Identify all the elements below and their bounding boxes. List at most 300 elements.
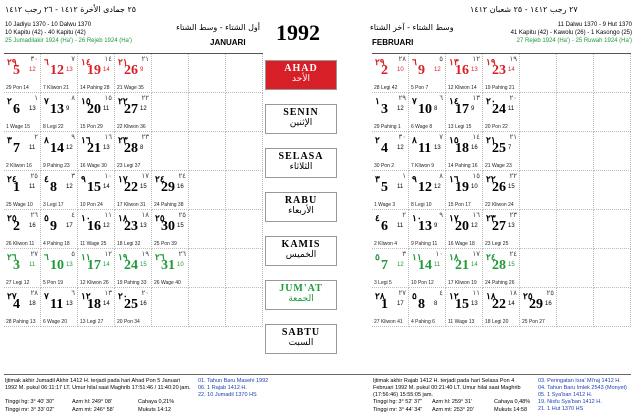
jan-tinggi2: Tinggi mr: 3° 33' 02": [5, 407, 55, 413]
arabic-day-number: ٢٨: [375, 291, 385, 301]
arabic-day-number: ٢١: [118, 57, 128, 67]
jan-day-cell: [189, 171, 226, 210]
jan-day-cell: [226, 54, 263, 93]
feb-day-cell: [409, 93, 446, 132]
feb-day-cell: [409, 171, 446, 210]
secondary-day-number: 11: [397, 223, 404, 229]
feb-day-cell: [594, 132, 631, 171]
hijri-day-number: ٢٦: [30, 212, 38, 219]
arabic-day-number: ٦: [44, 57, 49, 67]
pasaran-label: 20 Pon 22: [485, 124, 508, 130]
hijri-day-number: ٢٣: [141, 134, 149, 141]
pasaran-label: 8 Legi 22: [43, 124, 64, 130]
hijri-day-number: ٢٥: [30, 173, 38, 180]
feb-day-cell: [520, 210, 557, 249]
hijri-day-number: ١٨: [141, 212, 149, 219]
arabic-day-number: ١٨: [486, 291, 496, 301]
hijri-day-number: ٧: [71, 56, 75, 63]
secondary-day-number: 13: [66, 301, 73, 307]
secondary-day-number: 11: [29, 262, 36, 268]
gregorian-day-number: 27: [124, 102, 138, 117]
hijri-day-number: ٢٥: [546, 290, 554, 297]
arabic-day-number: ٤: [44, 174, 49, 184]
gregorian-day-number: 9: [418, 63, 425, 78]
gregorian-day-number: 22: [124, 180, 138, 195]
pasaran-label: 2 Kliwon 16: [6, 163, 32, 169]
hijri-day-number: ٢: [34, 134, 38, 141]
jan-day-cell: [78, 132, 115, 171]
gregorian-day-number: 18: [455, 141, 469, 156]
secondary-day-number: 14: [103, 301, 110, 307]
jan-day-cell: [152, 210, 189, 249]
feb-day-cell: [520, 93, 557, 132]
gregorian-day-number: 15: [455, 297, 469, 312]
feb-day-cell: [557, 132, 594, 171]
pasaran-label: 14 Pahing 16: [448, 163, 478, 169]
gregorian-day-number: 17: [455, 102, 469, 117]
jan-day-cell: [78, 93, 115, 132]
arabic-day-number: ٢٠: [486, 96, 496, 106]
feb-day-cell: [446, 132, 483, 171]
jan-day-cell: [152, 249, 189, 288]
pasaran-label: 15 Pon 17: [448, 202, 471, 208]
jan-day-cell: [189, 210, 226, 249]
hijri-day-number: ١٧: [141, 173, 149, 180]
arabic-day-number: ٧: [44, 291, 49, 301]
gregorian-day-number: 6: [381, 219, 388, 234]
hijri-day-number: ١٤: [472, 134, 480, 141]
secondary-day-number: 15: [508, 262, 515, 268]
gregorian-day-number: 19: [87, 63, 101, 78]
feb-day-cell: [372, 210, 409, 249]
weekday-latin: SELASA: [278, 151, 324, 162]
jan-day-cell: [226, 171, 263, 210]
feb-day-cell: [594, 288, 631, 327]
secondary-day-number: 11: [508, 106, 515, 112]
jan-jawa-line1: 10 Jadiyu 1370 - 10 Dalwu 1370: [5, 22, 92, 28]
hijri-day-number: ٢٧: [398, 290, 406, 297]
pasaran-label: 4 Pahing 6: [411, 319, 435, 325]
hijri-day-number: ٢٤: [178, 173, 186, 180]
pasaran-label: 7 Kliwon 9: [411, 163, 435, 169]
hijri-day-number: ١٧: [472, 251, 480, 258]
gregorian-day-number: 21: [455, 258, 469, 273]
arabic-day-number: ٢٥: [7, 213, 17, 223]
feb-day-cell: [557, 93, 594, 132]
jan-month-title: JANUARI: [210, 38, 246, 47]
feb-day-cell: [594, 249, 631, 288]
jan-day-cell: [115, 249, 152, 288]
pasaran-label: 10 Pon 24: [80, 202, 103, 208]
secondary-day-number: 12: [397, 262, 404, 268]
secondary-day-number: 9: [66, 106, 70, 112]
feb-tinggi1: Tinggi hg: 3° 52' 37": [373, 399, 423, 405]
feb-day-cell: [446, 210, 483, 249]
pasaran-label: 12 Kliwon 14: [448, 85, 477, 91]
jan-day-cell: [115, 54, 152, 93]
jan-tinggi1: Tinggi hg: 3° 40' 30": [5, 399, 55, 405]
arabic-day-number: ٧: [44, 96, 49, 106]
hijri-day-number: ١٨: [509, 290, 517, 297]
hijri-day-number: ٣٠: [398, 134, 406, 141]
arabic-day-number: ١٨: [118, 213, 128, 223]
feb-day-cell: [446, 54, 483, 93]
gregorian-day-number: 11: [418, 141, 432, 156]
gregorian-day-number: 16: [87, 219, 101, 234]
pasaran-label: 16 Wage 18: [448, 241, 475, 247]
hijri-day-number: ٤: [439, 290, 443, 297]
secondary-day-number: 13: [471, 301, 478, 307]
gregorian-day-number: 3: [13, 258, 20, 273]
jan-day-cell: [189, 54, 226, 93]
arabic-day-number: ١: [375, 96, 380, 106]
arabic-day-number: ٣: [7, 135, 12, 145]
pasaran-label: 8 Legi 10: [411, 202, 432, 208]
feb-day-cell: [372, 288, 409, 327]
jan-day-cell: [41, 93, 78, 132]
jan-day-cell: [115, 210, 152, 249]
gregorian-day-number: 15: [87, 180, 101, 195]
jan-day-cell: [226, 249, 263, 288]
secondary-day-number: 16: [29, 223, 36, 229]
hijri-day-number: ٢٠: [141, 290, 149, 297]
hijri-day-number: ٢٠: [509, 95, 517, 102]
arabic-day-number: ٢٠: [118, 291, 128, 301]
weekday-arabic: الثلاثاء: [289, 162, 313, 172]
secondary-day-number: 15: [140, 184, 147, 190]
pasaran-label: 3 Legi 17: [43, 202, 64, 208]
jan-day-cell: [41, 54, 78, 93]
gregorian-day-number: 22: [492, 297, 506, 312]
secondary-day-number: 8: [434, 106, 438, 112]
feb-day-cell: [483, 171, 520, 210]
jan-day-cell: [78, 249, 115, 288]
arabic-day-number: ٢٥: [523, 291, 533, 301]
secondary-day-number: 8: [434, 301, 438, 307]
secondary-day-number: 12: [29, 67, 36, 73]
weekday-latin: SABTU: [281, 327, 321, 338]
arabic-day-number: ٢٦: [7, 252, 17, 262]
pasaran-label: 18 Legi 20: [485, 319, 509, 325]
pasaran-label: 23 Legi 25: [485, 241, 509, 247]
secondary-day-number: 12: [397, 106, 404, 112]
secondary-day-number: 15: [140, 262, 147, 268]
feb-azimuth1: Azm hl: 259° 31': [432, 399, 472, 405]
feb-month-title: FEBRUARI: [372, 38, 414, 47]
arabic-day-number: ٢٩: [7, 57, 17, 67]
arabic-day-number: ١٣: [449, 57, 459, 67]
arabic-day-number: ١٤: [81, 57, 91, 67]
pasaran-label: 12 Kliwon 26: [80, 280, 109, 286]
feb-day-cell: [372, 249, 409, 288]
pasaran-label: 3 Legi 5: [374, 280, 392, 286]
hijri-day-number: ٢١: [141, 56, 149, 63]
secondary-day-number: 14: [508, 67, 515, 73]
pasaran-label: 19 Pahing 21: [485, 85, 515, 91]
pasaran-label: 25 Pon 27: [522, 319, 545, 325]
secondary-day-number: 16: [545, 301, 552, 307]
weekday-arabic: الأربعاء: [288, 206, 314, 216]
secondary-day-number: 14: [103, 67, 110, 73]
arabic-day-number: ٤: [375, 213, 380, 223]
secondary-day-number: 17: [397, 301, 404, 307]
secondary-day-number: 12: [66, 145, 73, 151]
jan-day-cell: [41, 210, 78, 249]
arabic-day-number: ٢: [375, 135, 380, 145]
feb-azimuth2: Azm mt: 253° 20': [432, 407, 474, 413]
arabic-day-number: ٥: [375, 252, 380, 262]
feb-day-cell: [520, 249, 557, 288]
jan-day-cell: [226, 210, 263, 249]
pasaran-label: 1 Wage 3: [374, 202, 396, 208]
hijri-day-number: ٢٧: [30, 251, 38, 258]
gregorian-day-number: 10: [418, 102, 432, 117]
jan-day-cell: [226, 93, 263, 132]
feb-jawa-line3: 27 Rejeb 1924 (Ha') - 25 Ruwah 1924 (Ha'): [516, 38, 632, 44]
jan-day-cell: [189, 249, 226, 288]
jan-day-cell: [152, 54, 189, 93]
hijri-day-number: ٩: [71, 134, 75, 141]
jan-day-cell: [4, 132, 41, 171]
hijri-day-number: ١٥: [472, 173, 480, 180]
hijri-day-number: ٢٥: [178, 212, 186, 219]
hijri-day-number: ٢: [402, 212, 406, 219]
feb-day-cell: [557, 54, 594, 93]
feb-day-cell: [557, 288, 594, 327]
jan-day-cell: [115, 132, 152, 171]
feb-day-cell: [483, 249, 520, 288]
secondary-day-number: 16: [140, 301, 147, 307]
jan-day-cell: [152, 171, 189, 210]
gregorian-day-number: 30: [161, 219, 175, 234]
holiday-note: 22. 10 Jumadil 1370 HS: [198, 392, 257, 398]
gregorian-day-number: 2: [381, 63, 388, 78]
gregorian-day-number: 23: [492, 63, 506, 78]
hijri-day-number: ٢٦: [178, 251, 186, 258]
hijri-day-number: ٢٨: [30, 290, 38, 297]
gregorian-day-number: 18: [87, 297, 101, 312]
hijri-day-number: ٧: [439, 134, 443, 141]
pasaran-label: 17 Kliwon 19: [448, 280, 477, 286]
arabic-day-number: ٢٣: [118, 135, 128, 145]
pasaran-label: 2 Kliwon 4: [374, 241, 398, 247]
arabic-day-number: ٢٤: [486, 252, 496, 262]
feb-day-cell: [594, 171, 631, 210]
hijri-day-number: ٢٩: [398, 95, 406, 102]
feb-day-cell: [483, 93, 520, 132]
arabic-day-number: ٢١: [486, 135, 496, 145]
jan-day-cell: [41, 171, 78, 210]
secondary-day-number: 13: [66, 262, 73, 268]
jan-day-cell: [41, 288, 78, 327]
jan-azimuth1: Azm hl: 249° 08': [72, 399, 112, 405]
gregorian-day-number: 4: [381, 141, 388, 156]
arabic-day-number: ٦: [412, 57, 417, 67]
weekday-label-senin: [265, 104, 337, 134]
gregorian-day-number: 5: [13, 63, 20, 78]
holiday-note: 03. Peringatan Isra' Mi'raj 1412 H.: [538, 378, 621, 384]
feb-day-cell: [520, 132, 557, 171]
gregorian-day-number: 24: [492, 102, 506, 117]
jan-hijri-header: ٢٥ جمادى الأخرة ١٤١٢ - ٢٦ رجب ١٤١٢: [5, 5, 137, 14]
arabic-day-number: ١٩: [118, 252, 128, 262]
hijri-day-number: ٥: [71, 251, 75, 258]
hijri-day-number: ٣: [71, 173, 75, 180]
jan-day-cell: [78, 210, 115, 249]
arabic-day-number: ٣: [375, 174, 380, 184]
jan-day-cell: [78, 288, 115, 327]
arabic-day-number: ٢٩: [375, 57, 385, 67]
weekday-latin: SENIN: [283, 107, 319, 118]
secondary-day-number: 15: [177, 223, 184, 229]
secondary-day-number: 16: [177, 184, 184, 190]
jan-day-cell: [189, 288, 226, 327]
jan-day-cell: [78, 171, 115, 210]
hijri-day-number: ٨: [439, 173, 443, 180]
feb-jawa-line1: 11 Dalwu 1370 - 9 Hut 1370: [557, 22, 632, 28]
hijri-day-number: ٨: [71, 95, 75, 102]
february-grid: [372, 53, 631, 370]
secondary-day-number: 8: [140, 145, 144, 151]
year-title: 1992: [276, 20, 320, 45]
feb-day-cell: [409, 54, 446, 93]
weekday-arabic: الأحد: [292, 74, 310, 84]
arabic-day-number: ٢٦: [155, 252, 165, 262]
jan-day-cell: [4, 210, 41, 249]
secondary-day-number: 11: [29, 184, 36, 190]
pasaran-label: 13 Legi 27: [80, 319, 104, 325]
arabic-day-number: ١٦: [81, 135, 91, 145]
jan-mukuts: Mukuts 14:12: [138, 407, 172, 413]
hijri-day-number: ١٠: [104, 173, 112, 180]
pasaran-label: 25 Wage 10: [6, 202, 33, 208]
pasaran-label: 1 Wage 15: [6, 124, 30, 130]
jan-day-cell: [189, 132, 226, 171]
hijri-day-number: ٢٢: [509, 173, 517, 180]
jan-season: أول الشتاء - وسط الشتاء: [176, 23, 260, 32]
pasaran-label: 30 Pon 2: [374, 163, 395, 169]
weekday-arabic: الإثنين: [289, 118, 313, 128]
secondary-day-number: 12: [103, 223, 110, 229]
hijri-day-number: ٢٤: [509, 251, 517, 258]
arabic-day-number: ٨: [44, 135, 49, 145]
feb-day-cell: [446, 171, 483, 210]
arabic-day-number: ١٧: [118, 174, 128, 184]
gregorian-day-number: 14: [50, 141, 64, 156]
gregorian-day-number: 20: [87, 102, 101, 117]
pasaran-label: 9 Pahing 23: [43, 163, 70, 169]
secondary-day-number: 17: [66, 223, 73, 229]
secondary-day-number: 12: [434, 67, 441, 73]
weekday-arabic: الجمعة: [288, 294, 314, 304]
weekday-arabic: السبت: [288, 338, 314, 348]
jan-azimuth2: Azm mt: 246° 58': [72, 407, 114, 413]
arabic-day-number: ٢٥: [155, 213, 165, 223]
pasaran-label: 5 Pon 7: [411, 85, 429, 91]
pasaran-label: 18 Legi 32: [117, 241, 141, 247]
gregorian-day-number: 25: [124, 297, 138, 312]
pasaran-label: 15 Pon 29: [80, 124, 103, 130]
gregorian-day-number: 6: [13, 102, 20, 117]
pasaran-label: 5 Pon 19: [43, 280, 64, 286]
feb-day-cell: [446, 249, 483, 288]
weekday-label-ahad: [265, 60, 337, 90]
pasaran-label: 17 Kliwon 31: [117, 202, 146, 208]
gregorian-day-number: 27: [492, 219, 506, 234]
gregorian-day-number: 3: [381, 102, 388, 117]
feb-mukuts: Mukuts 14:58: [494, 407, 528, 413]
secondary-day-number: 13: [103, 145, 110, 151]
gregorian-day-number: 5: [381, 180, 388, 195]
pasaran-label: 28 Pahing 13: [6, 319, 36, 325]
feb-day-cell: [520, 171, 557, 210]
secondary-day-number: 14: [103, 184, 110, 190]
arabic-day-number: ١٠: [81, 213, 91, 223]
hijri-day-number: ١٣: [472, 95, 480, 102]
arabic-day-number: ٢٢: [486, 174, 496, 184]
secondary-day-number: 12: [434, 184, 441, 190]
feb-day-cell: [483, 54, 520, 93]
feb-day-cell: [372, 93, 409, 132]
hijri-day-number: ١: [402, 173, 406, 180]
gregorian-day-number: 13: [418, 219, 432, 234]
arabic-day-number: ٢٣: [486, 213, 496, 223]
pasaran-label: 23 Legi 37: [117, 163, 141, 169]
secondary-day-number: 9: [434, 223, 438, 229]
gregorian-day-number: 1: [381, 297, 388, 312]
footer-divider: [4, 374, 631, 375]
gregorian-day-number: 29: [161, 180, 175, 195]
hijri-day-number: ٢٣: [509, 212, 517, 219]
jan-day-cell: [115, 93, 152, 132]
hijri-day-number: ١٦: [104, 134, 112, 141]
feb-day-cell: [594, 54, 631, 93]
gregorian-day-number: 25: [492, 141, 506, 156]
arabic-day-number: ١٠: [412, 213, 422, 223]
pasaran-label: 27 Kliwon 41: [374, 319, 403, 325]
secondary-day-number: 14: [471, 262, 478, 268]
jan-day-cell: [226, 132, 263, 171]
feb-day-cell: [557, 249, 594, 288]
secondary-day-number: 7: [508, 145, 512, 151]
jan-day-cell: [4, 93, 41, 132]
gregorian-day-number: 20: [455, 219, 469, 234]
arabic-day-number: ٩: [412, 174, 417, 184]
feb-day-cell: [372, 171, 409, 210]
hijri-day-number: ٢٨: [398, 56, 406, 63]
weekday-label-sabtu: [265, 324, 337, 354]
feb-day-cell: [409, 210, 446, 249]
gregorian-day-number: 2: [13, 219, 20, 234]
holiday-note: 06. 1 Rajab 1412 H.: [198, 385, 247, 391]
feb-day-cell: [557, 171, 594, 210]
hijri-day-number: ٣٠: [30, 56, 38, 63]
secondary-day-number: 13: [140, 223, 147, 229]
arabic-day-number: ٩: [81, 174, 86, 184]
arabic-day-number: ٢٤: [155, 174, 165, 184]
secondary-day-number: 14: [103, 262, 110, 268]
hijri-day-number: ٥: [439, 56, 443, 63]
gregorian-day-number: 11: [50, 297, 64, 312]
feb-day-cell: [372, 132, 409, 171]
gregorian-day-number: 8: [418, 297, 425, 312]
gregorian-day-number: 7: [13, 141, 20, 156]
feb-tinggi2: Tinggi mr: 3° 44' 34": [373, 407, 423, 413]
weekday-latin: AHAD: [284, 63, 318, 74]
pasaran-label: 29 Pon 14: [6, 85, 29, 91]
feb-day-cell: [446, 288, 483, 327]
hijri-day-number: ١٦: [472, 212, 480, 219]
